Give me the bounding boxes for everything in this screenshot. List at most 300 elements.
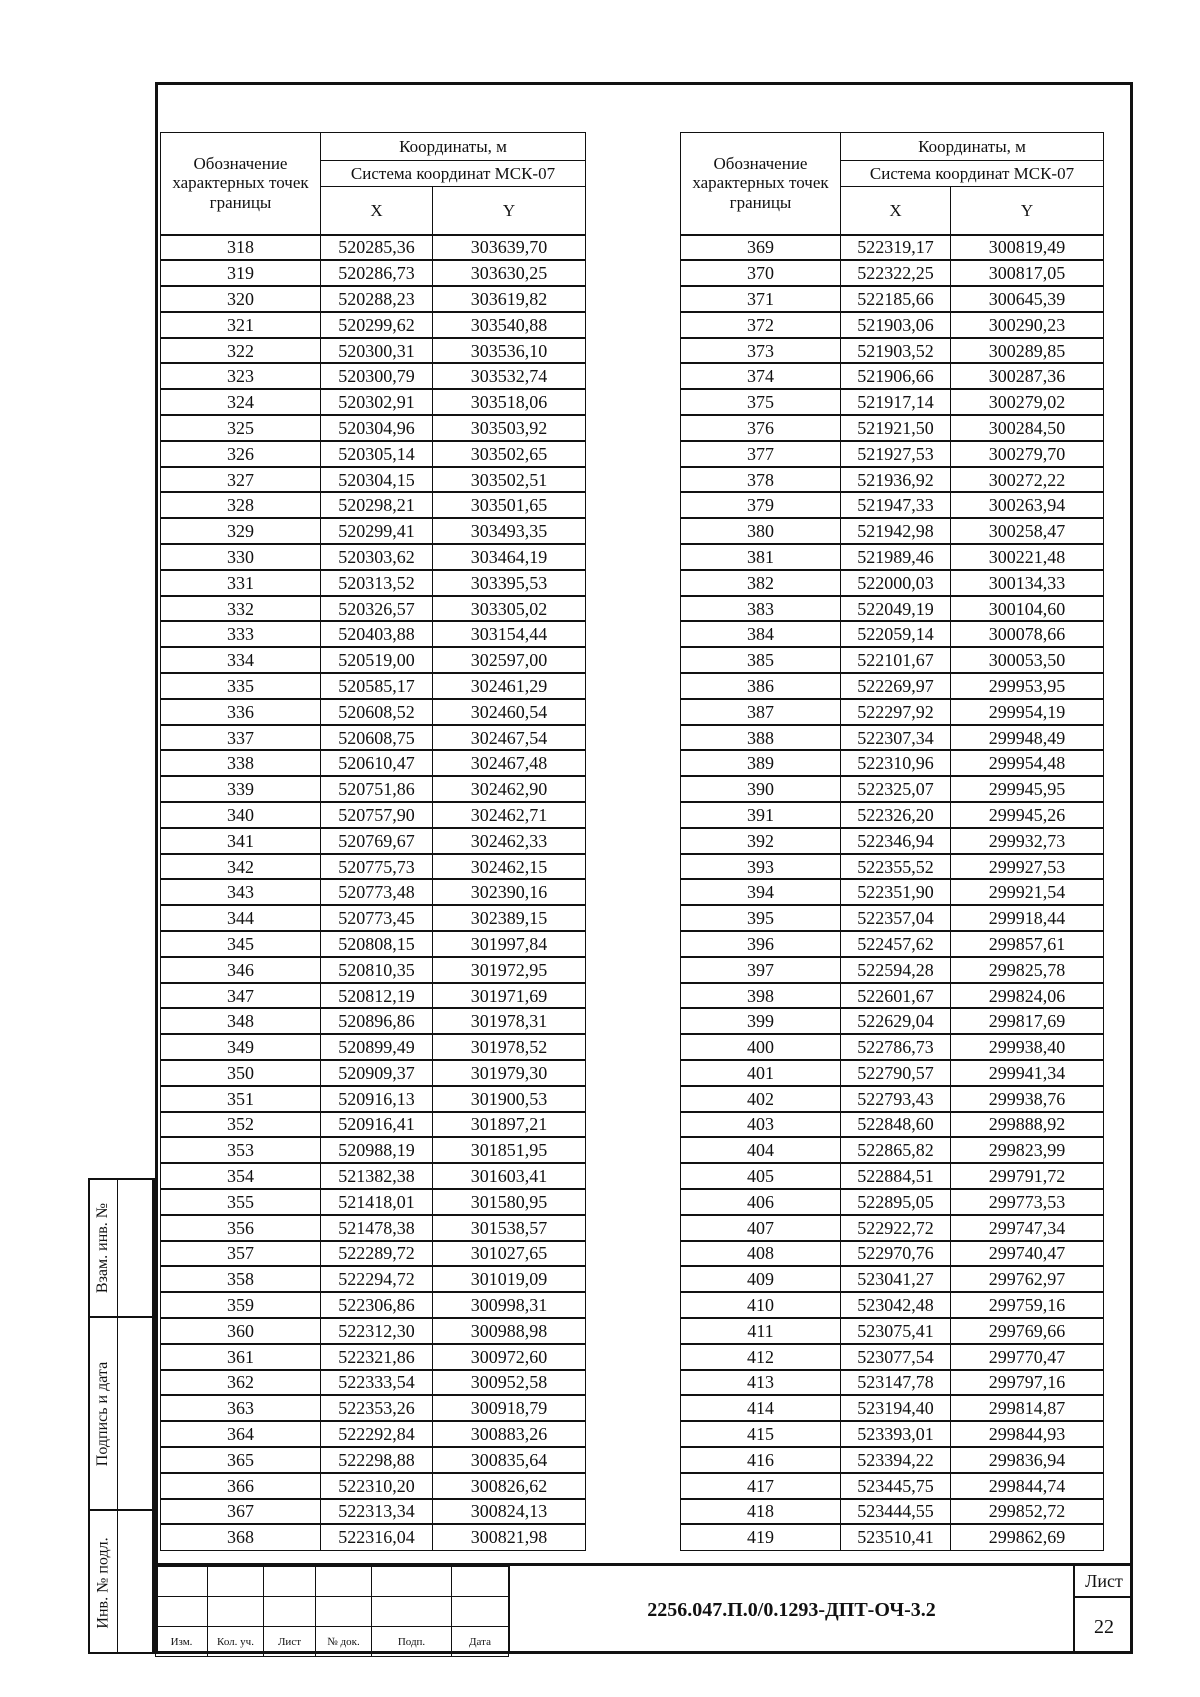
table-row	[161, 802, 586, 828]
x-cell: 520403,88	[321, 621, 433, 647]
x-cell: 522298,88	[321, 1447, 433, 1473]
x-cell: 522322,25	[841, 260, 951, 286]
point-id-cell: 339	[161, 776, 321, 802]
y-cell: 299888,92	[951, 1112, 1104, 1138]
x-cell: 521903,52	[841, 338, 951, 364]
x-cell: 522601,67	[841, 983, 951, 1009]
point-id-cell: 409	[681, 1266, 841, 1292]
table-row	[161, 1137, 586, 1163]
y-cell: 301580,95	[433, 1189, 586, 1215]
x-header: X	[321, 187, 433, 235]
y-cell: 299747,34	[951, 1215, 1104, 1241]
table-row	[161, 260, 586, 286]
y-cell: 299852,72	[951, 1499, 1104, 1525]
point-id-cell: 348	[161, 1008, 321, 1034]
table-row	[681, 1112, 1104, 1138]
sheet-number: 22	[1094, 1615, 1114, 1638]
point-id-cell: 403	[681, 1112, 841, 1138]
y-cell: 303502,65	[433, 441, 586, 467]
x-cell: 522059,14	[841, 621, 951, 647]
y-cell: 300287,36	[951, 363, 1104, 389]
table-row	[161, 750, 586, 776]
table-row	[681, 983, 1104, 1009]
x-cell: 523041,27	[841, 1266, 951, 1292]
point-id-cell: 337	[161, 725, 321, 751]
y-cell: 303503,92	[433, 415, 586, 441]
point-id-cell: 347	[161, 983, 321, 1009]
point-id-cell: 394	[681, 879, 841, 905]
x-cell: 522895,05	[841, 1189, 951, 1215]
x-cell: 522316,04	[321, 1524, 433, 1550]
table-row	[681, 312, 1104, 338]
table-row	[161, 983, 586, 1009]
table-row	[161, 570, 586, 596]
y-cell: 301972,95	[433, 957, 586, 983]
point-id-cell: 361	[161, 1344, 321, 1370]
x-cell: 521906,66	[841, 363, 951, 389]
table-row	[681, 673, 1104, 699]
y-cell: 302389,15	[433, 905, 586, 931]
table-row	[681, 1163, 1104, 1189]
table-row	[161, 776, 586, 802]
y-cell: 299791,72	[951, 1163, 1104, 1189]
x-cell: 521478,38	[321, 1215, 433, 1241]
table-row	[681, 957, 1104, 983]
point-id-cell: 327	[161, 467, 321, 493]
system-header: Система координат МСК-07	[841, 161, 1104, 187]
table-row	[681, 1421, 1104, 1447]
y-cell: 303639,70	[433, 235, 586, 261]
y-cell: 301851,95	[433, 1137, 586, 1163]
point-id-cell: 319	[161, 260, 321, 286]
table-row	[681, 492, 1104, 518]
point-id-cell: 410	[681, 1292, 841, 1318]
x-cell: 520909,37	[321, 1060, 433, 1086]
table-row	[161, 673, 586, 699]
rev-label-data: Дата	[452, 1627, 509, 1657]
table-row	[161, 1395, 586, 1421]
table-row	[161, 338, 586, 364]
point-id-cell: 357	[161, 1241, 321, 1267]
y-cell: 299862,69	[951, 1524, 1104, 1550]
point-id-cell: 332	[161, 596, 321, 622]
sheet-box	[1073, 1566, 1133, 1654]
x-cell: 520303,62	[321, 544, 433, 570]
point-id-cell: 391	[681, 802, 841, 828]
y-cell: 302460,54	[433, 699, 586, 725]
x-cell: 520285,36	[321, 235, 433, 261]
table-row	[681, 931, 1104, 957]
point-id-cell: 358	[161, 1266, 321, 1292]
x-cell: 522333,54	[321, 1370, 433, 1396]
rev-label-izm: Изм.	[156, 1627, 208, 1657]
x-cell: 522307,34	[841, 725, 951, 751]
table-row	[161, 1421, 586, 1447]
x-cell: 522848,60	[841, 1112, 951, 1138]
x-cell: 521936,92	[841, 467, 951, 493]
table-row	[681, 544, 1104, 570]
side-cell-inv	[90, 1511, 152, 1654]
x-cell: 520300,31	[321, 338, 433, 364]
table-row	[681, 1473, 1104, 1499]
rev-label-list: Лист	[264, 1627, 316, 1657]
point-id-cell: 396	[681, 931, 841, 957]
sheet-label: Лист	[1075, 1566, 1133, 1598]
y-cell: 301897,21	[433, 1112, 586, 1138]
table-row	[161, 828, 586, 854]
table-row	[681, 1344, 1104, 1370]
rev-label-doc-no: № док.	[316, 1627, 372, 1657]
point-id-cell: 414	[681, 1395, 841, 1421]
point-id-cell: 380	[681, 518, 841, 544]
table-row	[681, 441, 1104, 467]
point-id-cell: 328	[161, 492, 321, 518]
point-id-cell: 416	[681, 1447, 841, 1473]
y-cell: 300826,62	[433, 1473, 586, 1499]
table-row	[681, 1447, 1104, 1473]
table-row	[681, 260, 1104, 286]
coordinates-table-left	[160, 132, 586, 1551]
revision-grid	[155, 1566, 509, 1657]
x-cell: 522793,43	[841, 1086, 951, 1112]
x-cell: 521942,98	[841, 518, 951, 544]
point-id-cell: 334	[161, 647, 321, 673]
side-label-vzam: Взам. инв. №	[94, 1202, 112, 1294]
y-cell: 303536,10	[433, 338, 586, 364]
y-cell: 300883,26	[433, 1421, 586, 1447]
table-row	[681, 389, 1104, 415]
y-cell: 302467,54	[433, 725, 586, 751]
x-cell: 522353,26	[321, 1395, 433, 1421]
table-row	[161, 931, 586, 957]
y-cell: 302462,90	[433, 776, 586, 802]
y-cell: 303305,02	[433, 596, 586, 622]
table-row	[681, 802, 1104, 828]
table-row	[681, 1189, 1104, 1215]
table-row	[681, 1395, 1104, 1421]
point-id-cell: 412	[681, 1344, 841, 1370]
point-id-cell: 378	[681, 467, 841, 493]
point-id-cell: 399	[681, 1008, 841, 1034]
point-id-cell: 351	[161, 1086, 321, 1112]
y-cell: 299773,53	[951, 1189, 1104, 1215]
x-cell: 522313,34	[321, 1499, 433, 1525]
y-cell: 300824,13	[433, 1499, 586, 1525]
x-cell: 521382,38	[321, 1163, 433, 1189]
x-cell: 520808,15	[321, 931, 433, 957]
point-id-cell: 411	[681, 1318, 841, 1344]
y-header: Y	[951, 187, 1104, 235]
table-row	[681, 1292, 1104, 1318]
table-row	[681, 518, 1104, 544]
x-cell: 520916,13	[321, 1086, 433, 1112]
side-strip	[88, 1178, 152, 1654]
x-cell: 520757,90	[321, 802, 433, 828]
table-row	[161, 647, 586, 673]
table-row	[681, 1241, 1104, 1267]
table-row	[161, 725, 586, 751]
table-row	[681, 854, 1104, 880]
table-row	[681, 1215, 1104, 1241]
table-row	[681, 905, 1104, 931]
y-cell: 299759,16	[951, 1292, 1104, 1318]
point-id-cell: 323	[161, 363, 321, 389]
point-id-cell: 383	[681, 596, 841, 622]
y-cell: 300819,49	[951, 235, 1104, 261]
point-id-cell: 392	[681, 828, 841, 854]
x-cell: 522355,52	[841, 854, 951, 880]
table-row	[161, 699, 586, 725]
point-id-cell: 366	[161, 1473, 321, 1499]
y-cell: 300998,31	[433, 1292, 586, 1318]
table-row	[161, 1447, 586, 1473]
table-row	[681, 699, 1104, 725]
y-cell: 299844,93	[951, 1421, 1104, 1447]
x-cell: 520585,17	[321, 673, 433, 699]
x-cell: 522346,94	[841, 828, 951, 854]
point-id-cell: 387	[681, 699, 841, 725]
point-id-cell: 401	[681, 1060, 841, 1086]
y-cell: 300835,64	[433, 1447, 586, 1473]
y-cell: 300272,22	[951, 467, 1104, 493]
point-id-cell: 326	[161, 441, 321, 467]
x-cell: 522790,57	[841, 1060, 951, 1086]
x-cell: 522312,30	[321, 1318, 433, 1344]
point-id-cell: 395	[681, 905, 841, 931]
point-id-cell: 321	[161, 312, 321, 338]
x-cell: 523194,40	[841, 1395, 951, 1421]
x-cell: 521947,33	[841, 492, 951, 518]
table-row	[161, 1370, 586, 1396]
point-id-cell: 388	[681, 725, 841, 751]
y-cell: 299823,99	[951, 1137, 1104, 1163]
x-cell: 520773,48	[321, 879, 433, 905]
point-id-cell: 406	[681, 1189, 841, 1215]
x-cell: 521903,06	[841, 312, 951, 338]
point-id-cell: 318	[161, 235, 321, 261]
table-row	[681, 467, 1104, 493]
x-cell: 520775,73	[321, 854, 433, 880]
point-id-cell: 359	[161, 1292, 321, 1318]
table-row	[161, 441, 586, 467]
point-id-cell: 417	[681, 1473, 841, 1499]
x-cell: 522310,20	[321, 1473, 433, 1499]
side-label-podpis: Подпись и дата	[94, 1361, 112, 1466]
y-cell: 303154,44	[433, 621, 586, 647]
point-id-cell: 349	[161, 1034, 321, 1060]
x-cell: 521917,14	[841, 389, 951, 415]
y-cell: 300284,50	[951, 415, 1104, 441]
x-cell: 523510,41	[841, 1524, 951, 1550]
y-cell: 303502,51	[433, 467, 586, 493]
side-label-inv: Инв. № подл.	[94, 1536, 112, 1629]
side-cell-vzam	[90, 1180, 152, 1318]
point-id-cell: 398	[681, 983, 841, 1009]
point-id-cell: 331	[161, 570, 321, 596]
y-cell: 301538,57	[433, 1215, 586, 1241]
point-id-cell: 379	[681, 492, 841, 518]
x-cell: 522269,97	[841, 673, 951, 699]
y-cell: 300078,66	[951, 621, 1104, 647]
x-cell: 522292,84	[321, 1421, 433, 1447]
point-id-cell: 418	[681, 1499, 841, 1525]
y-cell: 302462,15	[433, 854, 586, 880]
y-cell: 299740,47	[951, 1241, 1104, 1267]
y-cell: 300279,70	[951, 441, 1104, 467]
point-id-cell: 407	[681, 1215, 841, 1241]
x-cell: 520299,62	[321, 312, 433, 338]
x-cell: 520302,91	[321, 389, 433, 415]
table-row	[161, 905, 586, 931]
table-row	[161, 1215, 586, 1241]
y-cell: 299817,69	[951, 1008, 1104, 1034]
table-row	[161, 1060, 586, 1086]
y-cell: 302461,29	[433, 673, 586, 699]
x-cell: 523042,48	[841, 1292, 951, 1318]
x-cell: 521989,46	[841, 544, 951, 570]
x-cell: 520899,49	[321, 1034, 433, 1060]
y-cell: 301978,31	[433, 1008, 586, 1034]
y-cell: 300817,05	[951, 260, 1104, 286]
y-cell: 299945,26	[951, 802, 1104, 828]
table-row	[161, 1086, 586, 1112]
point-id-cell: 345	[161, 931, 321, 957]
y-cell: 301979,30	[433, 1060, 586, 1086]
point-id-cell: 369	[681, 235, 841, 261]
point-id-cell: 382	[681, 570, 841, 596]
table-row	[681, 621, 1104, 647]
table-row	[681, 363, 1104, 389]
x-cell: 520326,57	[321, 596, 433, 622]
point-id-cell: 384	[681, 621, 841, 647]
x-cell: 522297,92	[841, 699, 951, 725]
x-cell: 520288,23	[321, 286, 433, 312]
table-row	[161, 1163, 586, 1189]
point-id-cell: 408	[681, 1241, 841, 1267]
x-cell: 522294,72	[321, 1266, 433, 1292]
y-header: Y	[433, 187, 586, 235]
point-id-cell: 371	[681, 286, 841, 312]
point-id-cell: 342	[161, 854, 321, 880]
y-cell: 302597,00	[433, 647, 586, 673]
y-cell: 299814,87	[951, 1395, 1104, 1421]
coordinates-table-right	[680, 132, 1104, 1551]
y-cell: 299921,54	[951, 879, 1104, 905]
x-cell: 520299,41	[321, 518, 433, 544]
table-row	[161, 1292, 586, 1318]
table-row	[161, 389, 586, 415]
table-row	[681, 1008, 1104, 1034]
table-row	[681, 1524, 1104, 1550]
point-id-cell: 320	[161, 286, 321, 312]
coordinates-header: Координаты, м	[841, 133, 1104, 161]
x-cell: 520608,75	[321, 725, 433, 751]
y-cell: 303493,35	[433, 518, 586, 544]
y-cell: 299824,06	[951, 983, 1104, 1009]
y-cell: 299954,19	[951, 699, 1104, 725]
table-row	[681, 725, 1104, 751]
x-cell: 520610,47	[321, 750, 433, 776]
x-cell: 523445,75	[841, 1473, 951, 1499]
y-cell: 303464,19	[433, 544, 586, 570]
point-id-cell: 356	[161, 1215, 321, 1241]
x-cell: 522970,76	[841, 1241, 951, 1267]
table-row	[681, 286, 1104, 312]
point-id-cell: 360	[161, 1318, 321, 1344]
table-row	[681, 1370, 1104, 1396]
y-cell: 300221,48	[951, 544, 1104, 570]
y-cell: 301978,52	[433, 1034, 586, 1060]
x-cell: 522319,17	[841, 235, 951, 261]
point-id-cell: 376	[681, 415, 841, 441]
x-cell: 522325,07	[841, 776, 951, 802]
y-cell: 303630,25	[433, 260, 586, 286]
x-cell: 521921,50	[841, 415, 951, 441]
x-cell: 520896,86	[321, 1008, 433, 1034]
y-cell: 301900,53	[433, 1086, 586, 1112]
y-cell: 300053,50	[951, 647, 1104, 673]
point-id-cell: 363	[161, 1395, 321, 1421]
x-cell: 523147,78	[841, 1370, 951, 1396]
table-row	[681, 235, 1104, 261]
x-cell: 522049,19	[841, 596, 951, 622]
y-cell: 299797,16	[951, 1370, 1104, 1396]
table-row	[681, 1266, 1104, 1292]
point-id-cell: 341	[161, 828, 321, 854]
x-cell: 522457,62	[841, 931, 951, 957]
point-id-cell: 325	[161, 415, 321, 441]
table-row	[161, 286, 586, 312]
y-cell: 299938,76	[951, 1086, 1104, 1112]
point-id-cell: 343	[161, 879, 321, 905]
y-cell: 300279,02	[951, 389, 1104, 415]
table-row	[681, 750, 1104, 776]
x-cell: 523444,55	[841, 1499, 951, 1525]
y-cell: 299927,53	[951, 854, 1104, 880]
y-cell: 301603,41	[433, 1163, 586, 1189]
x-cell: 522321,86	[321, 1344, 433, 1370]
table-row	[161, 596, 586, 622]
point-id-cell: 397	[681, 957, 841, 983]
table-row	[161, 1318, 586, 1344]
point-id-cell: 329	[161, 518, 321, 544]
table-row	[161, 415, 586, 441]
title-block	[155, 1563, 1133, 1654]
x-cell: 521927,53	[841, 441, 951, 467]
x-cell: 521418,01	[321, 1189, 433, 1215]
y-cell: 301997,84	[433, 931, 586, 957]
point-id-cell: 350	[161, 1060, 321, 1086]
x-cell: 522357,04	[841, 905, 951, 931]
table-row	[161, 363, 586, 389]
y-cell: 300645,39	[951, 286, 1104, 312]
y-cell: 300972,60	[433, 1344, 586, 1370]
rev-label-podp: Подп.	[372, 1627, 452, 1657]
point-id-cell: 367	[161, 1499, 321, 1525]
x-cell: 520916,41	[321, 1112, 433, 1138]
x-cell: 520304,96	[321, 415, 433, 441]
x-cell: 522884,51	[841, 1163, 951, 1189]
x-cell: 520773,45	[321, 905, 433, 931]
x-cell: 523075,41	[841, 1318, 951, 1344]
y-cell: 302462,71	[433, 802, 586, 828]
side-divider	[152, 1178, 155, 1654]
point-id-cell: 344	[161, 905, 321, 931]
table-row	[161, 1189, 586, 1215]
point-id-cell: 381	[681, 544, 841, 570]
point-id-cell: 402	[681, 1086, 841, 1112]
point-id-cell: 352	[161, 1112, 321, 1138]
